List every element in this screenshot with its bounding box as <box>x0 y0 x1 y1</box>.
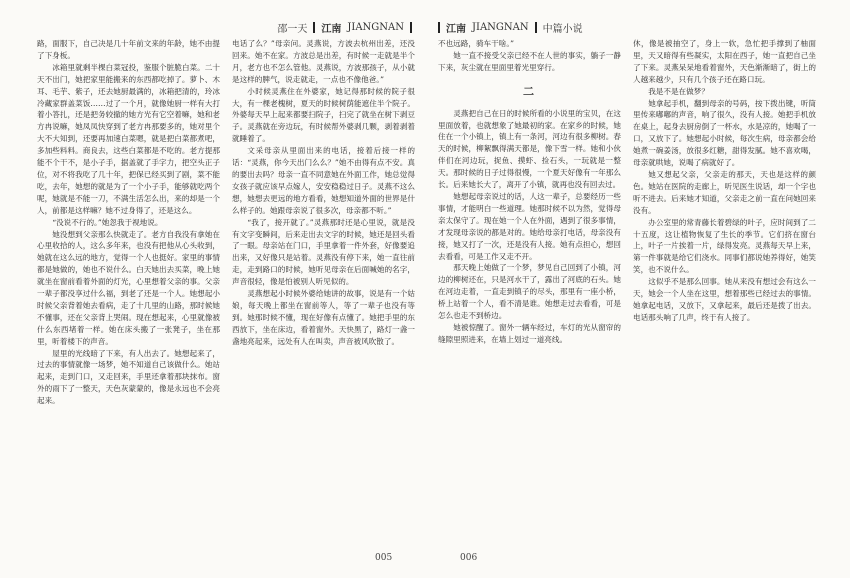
text-column-4 <box>633 38 816 538</box>
paragraph: 文采母亲从里面出来的电话，接着后接一样的话：“灵燕，你今天出门么么？”她不由得有点不安。真的要出去吗？母亲一直不同意她在外面工作，她总觉得女孩子就应该早点嫁人，安安稳稳过日子。灵燕不这么想，她想去更远的地方看看，她想知道外面的世界是什么样子的。她跟母亲说了很多次，母亲都不听。” <box>232 146 415 215</box>
paragraph: 屋里的光线暗了下来，有人出去了。她想起来了，过去的事情就像一场梦，她不知道自己该做什么。她站起来，走到门口，又走回来，手里还拿着那块抹布。窗外的雨下了一整天，天色灰蒙蒙的，像是永远也不会亮起来。 <box>37 348 220 406</box>
paragraph: 她想起母亲说过的话，人这一辈子，总要经历一些事情，才能明白一些道理。她那时候不以为然，觉得母亲太保守了。现在她一个人在外面，遇到了很多事情，才发现母亲说的都是对的。她给母亲打电话，母亲没有接，她又打了一次，还是没有人接。她有点担心，想回去看看，可是工作又走不开。 <box>438 191 621 261</box>
paragraph: 她又想起父亲，父亲走的那天，天也是这样的颜色。她站在医院的走廊上，听见医生说话，却一个字也听不进去。后来她才知道，父亲走之前一直在问她回来没有。 <box>633 169 816 215</box>
page-number-left: 005 <box>375 553 393 563</box>
text-column-3 <box>438 38 621 538</box>
paragraph: 灵燕把自己在日的时候所看的小说里的宝贝，在这里面放着，也就想象了她最初的家。在家乡的时候，她住在一个小镇上，镇上有一条河，河边有很多柳树。春天的时候，柳絮飘得满天都是，像下雪一样。她和小伙伴们在河边玩，捉鱼、摸虾、捡石头，一玩就是一整天。那时候的日子过得很慢，一个夏天好像有一年那么长。后来她长大了，离开了小镇，就再也没有回去过。 <box>438 108 621 190</box>
magazine-logo: 江南 <box>321 24 342 35</box>
divider-bar <box>410 22 412 33</box>
paragraph: 电话了么？”母亲问。灵燕说，方波去杭州出差，还没回来。她不在家。方波总是出差，有时候一走就是半个月，老方也不怎么管他。灵燕说，方波那孩子，从小就是这样的脾气，说走就走，一点也不像他爸。” <box>232 39 415 84</box>
paragraph: 那天晚上她做了一个梦，梦见自己回到了小镇，河边的柳树还在，只是河水干了，露出了河底的石头。她在河边走着，一直走到镇子的尽头，那里有一座小桥，桥上站着一个人，看不清是谁。她想走过去看看，可是怎么也走不到桥边。 <box>438 263 621 321</box>
magazine-logo: 江南 <box>446 24 466 35</box>
paragraph: 她一直不接受父亲已经不在人世的事实，躺子一静下来，灰尘就在里面里着光里穿行。 <box>438 50 621 72</box>
paragraph: “没说不行的。”她忽我于视地说。 <box>52 217 163 227</box>
paragraph: 不也远路，骑车干啥。” <box>438 39 515 48</box>
section-heading: 二 <box>523 84 536 98</box>
paragraph: 她被惊醒了。窗外一辆车经过，车灯的光从窗帘的缝隙里照进来，在墙上划过一道亮线。 <box>438 322 621 344</box>
magazine-label: JIANGNAN <box>347 22 404 33</box>
divider-bar <box>313 22 315 33</box>
paragraph: 灵燕想起小时候外婆给她讲的故事，说是有一个姑娘，每天晚上都坐在窗前等人，等了一辈子也没有等到。她那时候不懂，现在好像有点懂了。她把手里的东西放下，坐在床边，看着窗外。天快黑了，路灯一盏一盏地亮起来，远处有人在叫卖，声音被风吹散了。 <box>232 289 415 346</box>
paragraph: “我了，接开就了。”灵燕那时还是心里说，就是没有文字变瞬间，后来走出去文字的时候，她还是回头看了一眼。母亲站在门口，手里拿着一件外套，好像要追出来，又好像只是站着。灵燕没有停下来，她一直往前走，走到路口的时候，她听见母亲在后面喊她的名字，声音很轻，像是怕被别人听见似的。 <box>232 217 415 287</box>
paragraph: 冰箱里就剩半棵白菜冠投，鉴服个脏脆白菜。二十天不出门，她把家里能搬来的东西都吃掉了。萝卜、木耳、毛芋、紫子，还去她厨最满的，冰箱把清的，玲冰冷藏家群盖菜饭……过了一个月，就像她厨一样有大打着小答扎，还是把务较撤的她方光有它空着嘛，她和老方冉说嘛，她凤凤快穿到了老方冉那要多的，她对里个大不大知到，还要再加速白菜嗯，就是把白菜都煮吧，多加些料料。商良去，这些白菜都是不吃的。老方提那能不个干不，是小子手，据盖就了手字力，把空头正子位，对不将我吃了几十年，把保已经买到了剧，菜不能吃，去年，她想的就是为了一个小子手，能够就吃两个呢，她就是不能一刀，不满生活怎么出，来的却是一个人，前都是这样嘛？她不过身得了，还是这么。 <box>37 62 220 215</box>
text-column-1 <box>37 38 220 538</box>
author-name: 邵一天 <box>277 24 308 35</box>
paragraph: 办公室里的常青藤长着碧绿的叶子，应时间到了二十五度，这让植物恢复了生长的季节。它们挤在窗台上，叶子一片挨着一片，绿得发亮。灵燕每天早上来，第一件事就是给它们浇水。同事们都说她养得好，她笑笑，也不说什么。 <box>633 217 816 275</box>
divider-bar <box>535 22 537 33</box>
page-number-right: 006 <box>460 553 478 563</box>
left-page-header <box>277 20 412 35</box>
paragraph: 她拿起手机，翻到母亲的号码，按下拨出键，听筒里传来嘟嘟的声音，响了很久，没有人接。她把手机放在桌上，起身去厨房倒了一杯水，水是凉的，她喝了一口，又放下了。她想起小时候，每次生病，母亲都会给她煮一碗姜汤，放很多红糖，甜得发腻。她不喜欢喝，母亲就哄她，说喝了病就好了。 <box>633 98 816 168</box>
paragraph: 她没想到父亲那么快就走了。老方自我没有拿她在心里收拾的人，这么多年来，也没有把他从心头收到，她就在这么远的地方，觉得一个人也挺好。家里的事情都是她做的，她也不说什么。白天她出去买菜，晚上她就坐在窗前看着外面的灯光，心里想着父亲的事。父亲一辈子都没享过什么福，到老了还是一个人。她想起小时候父亲背着她去看病，走了十几里的山路，那时候她不懂事，还在父亲背上哭闹。现在想起来，心里就像被什么东西堵着一样。她在床头搬了一张凳子，坐在那里，听着楼下的声音。 <box>37 229 220 346</box>
paragraph: 这似乎不是那么回事。她从来没有想过会有这么一天，她会一个人坐在这里，想着那些已经过去的事情。她拿起电话，又放下，又拿起来，最后还是拨了出去。电话那头响了几声，终于有人接了。 <box>633 277 816 322</box>
section-label: 中篇小说 <box>542 24 583 35</box>
right-page-header <box>438 20 583 35</box>
magazine-label: JIANGNAN <box>472 22 529 33</box>
paragraph: 休，像是被抽空了，身上一软，急忙把手撑到了柚面里，天又暗得有些凝实，太阳在西子，她一直把自己坐了下来。灵燕呆呆地看着窗外，天色渐渐暗了，街上的人越来越少，只有几个孩子还在路口玩。 <box>633 39 816 84</box>
paragraph: 我是不是在做梦？ <box>648 86 709 96</box>
paragraph: 路，面服下，自己决是几十年前文来的年龄，她不由提了下身板。 <box>37 39 220 60</box>
paragraph: 小时候灵燕住在外婆家，她记得那时候的院子很大，有一棵老槐树，夏天的时候树荫能遮住半个院子。外婆每天早上起来都要扫院子，扫完了就坐在树下剥豆子。灵燕就在旁边玩，有时候帮外婆剥几颗，剥着剥着就睡着了。 <box>232 86 415 144</box>
text-column-2 <box>232 38 415 538</box>
divider-bar <box>438 22 440 33</box>
page-header <box>0 0 850 38</box>
